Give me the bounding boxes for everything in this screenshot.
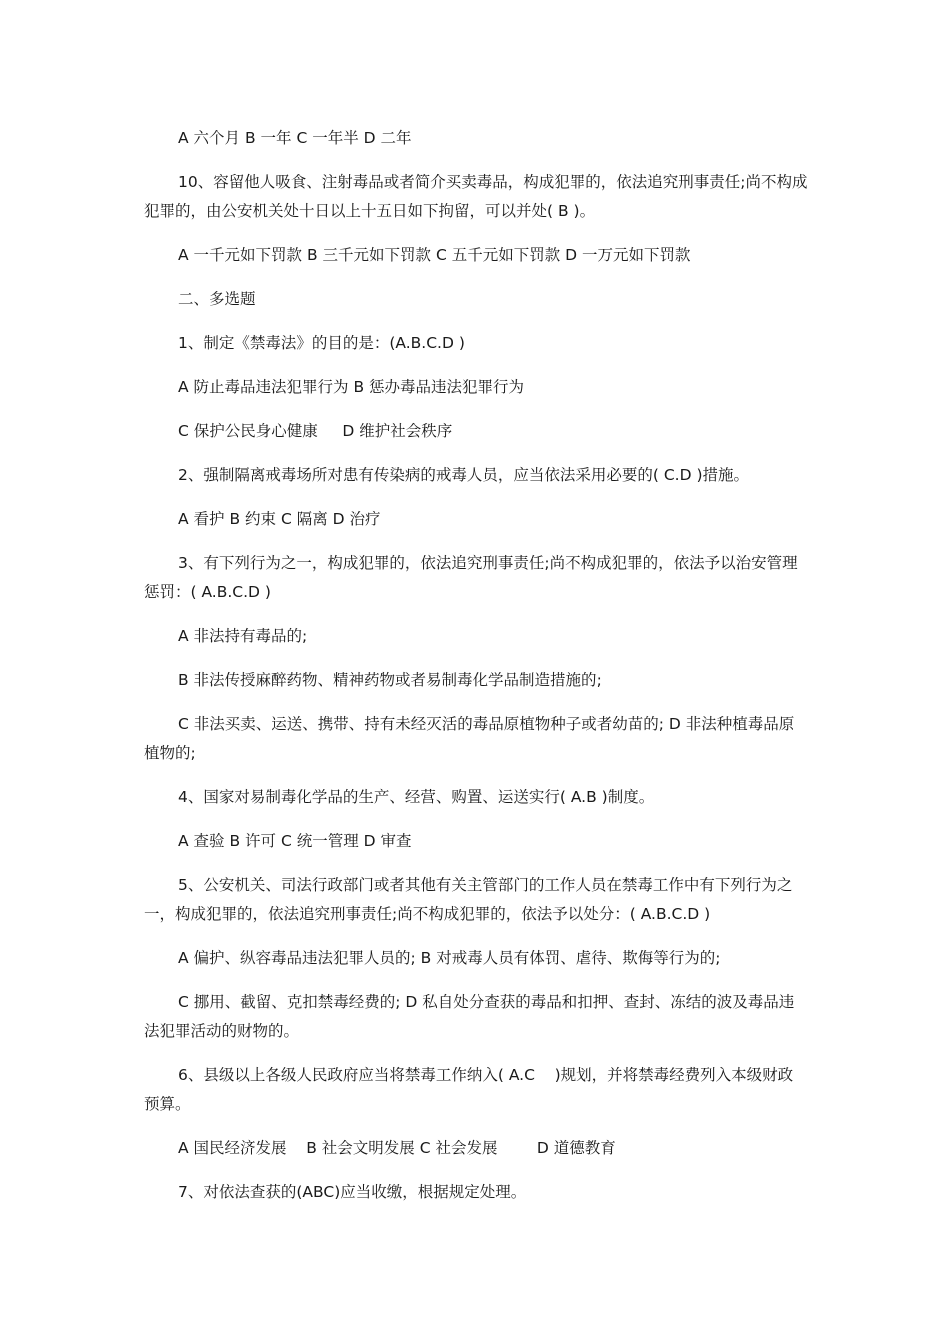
question-7: 7、对依法查获的(ABC)应当收缴，根据规定处理。 [178,1183,527,1201]
document-body [144,124,808,1222]
answer-option-q5-ab: A 偏护、纵容毒品违法犯罪人员的; B 对戒毒人员有体罚、虐待、欺侮等行为的; [178,949,721,967]
question-10: 10、容留他人吸食、注射毒品或者简介买卖毒品，构成犯罪的，依法追究刑事责任;尚不构成犯罪的，由公安机关处十日以上十五日如下拘留，可以并处( B )。 [144,173,808,220]
answer-option-q3-b: B 非法传授麻醉药物、精神药物或者易制毒化学品制造措施的; [178,671,602,689]
answer-options-q2: A 看护 B 约束 C 隔离 D 治疗 [178,510,381,528]
answer-option-q3-cd: C 非法买卖、运送、携带、持有未经灭活的毒品原植物种子或者幼苗的; D 非法种植毒品原植物的; [144,715,795,762]
answer-options-q4: A 查验 B 许可 C 统一管理 D 审查 [178,832,412,850]
answer-options-q6: A 国民经济发展 B 社会文明发展 C 社会发展 D 道德教育 [178,1139,616,1157]
answer-options-q1-cd: C 保护公民身心健康 D 维护社会秩序 [178,422,453,440]
question-5: 5、公安机关、司法行政部门或者其他有关主管部门的工作人员在禁毒工作中有下列行为之一，构成犯罪的，依法追究刑事责任;尚不构成犯罪的，依法予以处分：( A.B.C.D ) [144,876,793,923]
answer-option-q3-a: A 非法持有毒品的; [178,627,308,645]
question-1: 1、制定《禁毒法》的目的是：(A.B.C.D ) [178,334,465,352]
section-heading-multiple-choice: 二、多选题 [178,290,256,308]
answer-options-q10: A 一千元如下罚款 B 三千元如下罚款 C 五千元如下罚款 D 一万元如下罚款 [178,246,691,264]
question-3: 3、有下列行为之一，构成犯罪的，依法追究刑事责任;尚不构成犯罪的，依法予以治安管理惩罚：( A.B.C.D ) [144,554,798,601]
question-4: 4、国家对易制毒化学品的生产、经营、购置、运送实行( A.B )制度。 [178,788,655,806]
answer-option-q5-cd: C 挪用、截留、克扣禁毒经费的; D 私自处分查获的毒品和扣押、查封、冻结的波及毒品违法犯罪活动的财物的。 [144,993,795,1040]
answer-options-q9: A 六个月 B 一年 C 一年半 D 二年 [178,129,412,147]
question-2: 2、强制隔离戒毒场所对患有传染病的戒毒人员，应当依法采用必要的( C.D )措施。 [178,466,749,484]
question-6: 6、县级以上各级人民政府应当将禁毒工作纳入( A.C )规划，并将禁毒经费列入本级财政预算。 [144,1066,794,1113]
answer-options-q1-ab: A 防止毒品违法犯罪行为 B 惩办毒品违法犯罪行为 [178,378,525,396]
